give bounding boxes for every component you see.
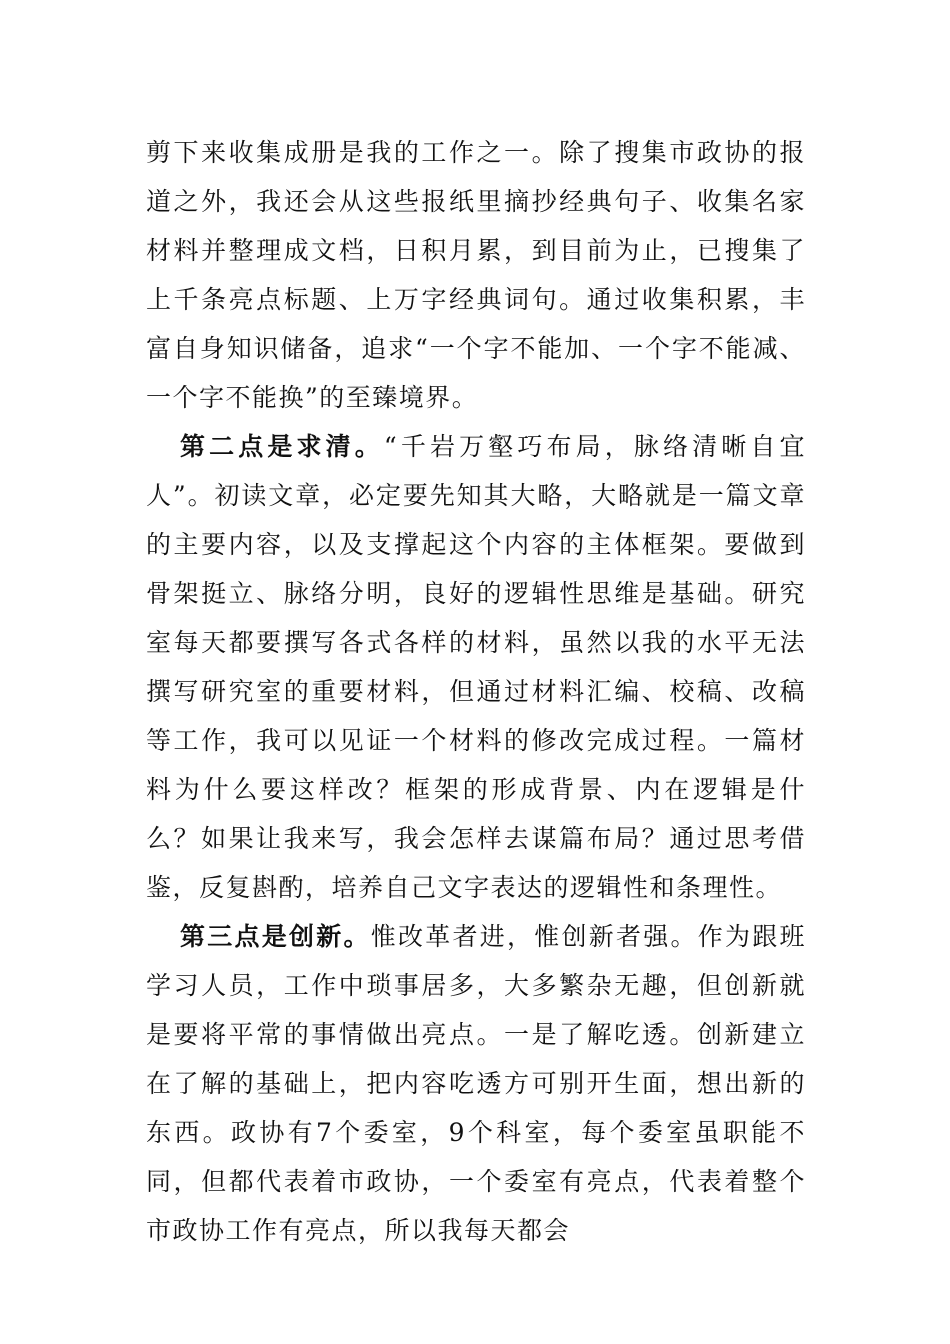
paragraph-2-heading: 第二点是求清。 xyxy=(180,432,384,461)
paragraph-3 xyxy=(146,912,806,1255)
paragraph-3-heading: 第三点是创新。 xyxy=(180,922,371,951)
paragraph-3-text: 惟改革者进，惟创新者强。作为跟班学习人员，工作中琐事居多，大多繁杂无趣，但创新就是要将平常的事情做出亮点。一是了解吃透。创新建立在了解的基础上，把内容吃透方可别开生面，想出新的东西。政协有7个委室，9个科室，每个委室虽职能不同，但都代表着市政协，一个委室有亮点，代表着整个市政协工作有亮点，所以我每天都会 xyxy=(146,922,806,1245)
paragraph-2 xyxy=(146,422,806,912)
paragraph-1-text: 剪下来收集成册是我的工作之一。除了搜集市政协的报道之外，我还会从这些报纸里摘抄经典句子、收集名家材料并整理成文档，日积月累，到目前为止，已搜集了上千条亮点标题、上万字经典词句。通过收集积累，丰富自身知识储备，追求“一个字不能加、一个字不能减、一个字不能换”的至臻境界。 xyxy=(146,138,806,412)
paragraph-2-text: “千岩万壑巧布局，脉络清晰自宜人”。初读文章，必定要先知其大略，大略就是一篇文章的主要内容，以及支撑起这个内容的主体框架。要做到骨架挺立、脉络分明，良好的逻辑性思维是基础。研究室每天都要撰写各式各样的材料，虽然以我的水平无法撰写研究室的重要材料，但通过材料汇编、校稿、改稿等工作，我可以见证一个材料的修改完成过程。一篇材料为什么要这样改？框架的形成背景、内在逻辑是什么？如果让我来写，我会怎样去谋篇布局？通过思考借鉴，反复斟酌，培养自己文字表达的逻辑性和条理性。 xyxy=(146,432,806,902)
paragraph-1 xyxy=(146,128,806,422)
document-body xyxy=(146,128,806,1255)
